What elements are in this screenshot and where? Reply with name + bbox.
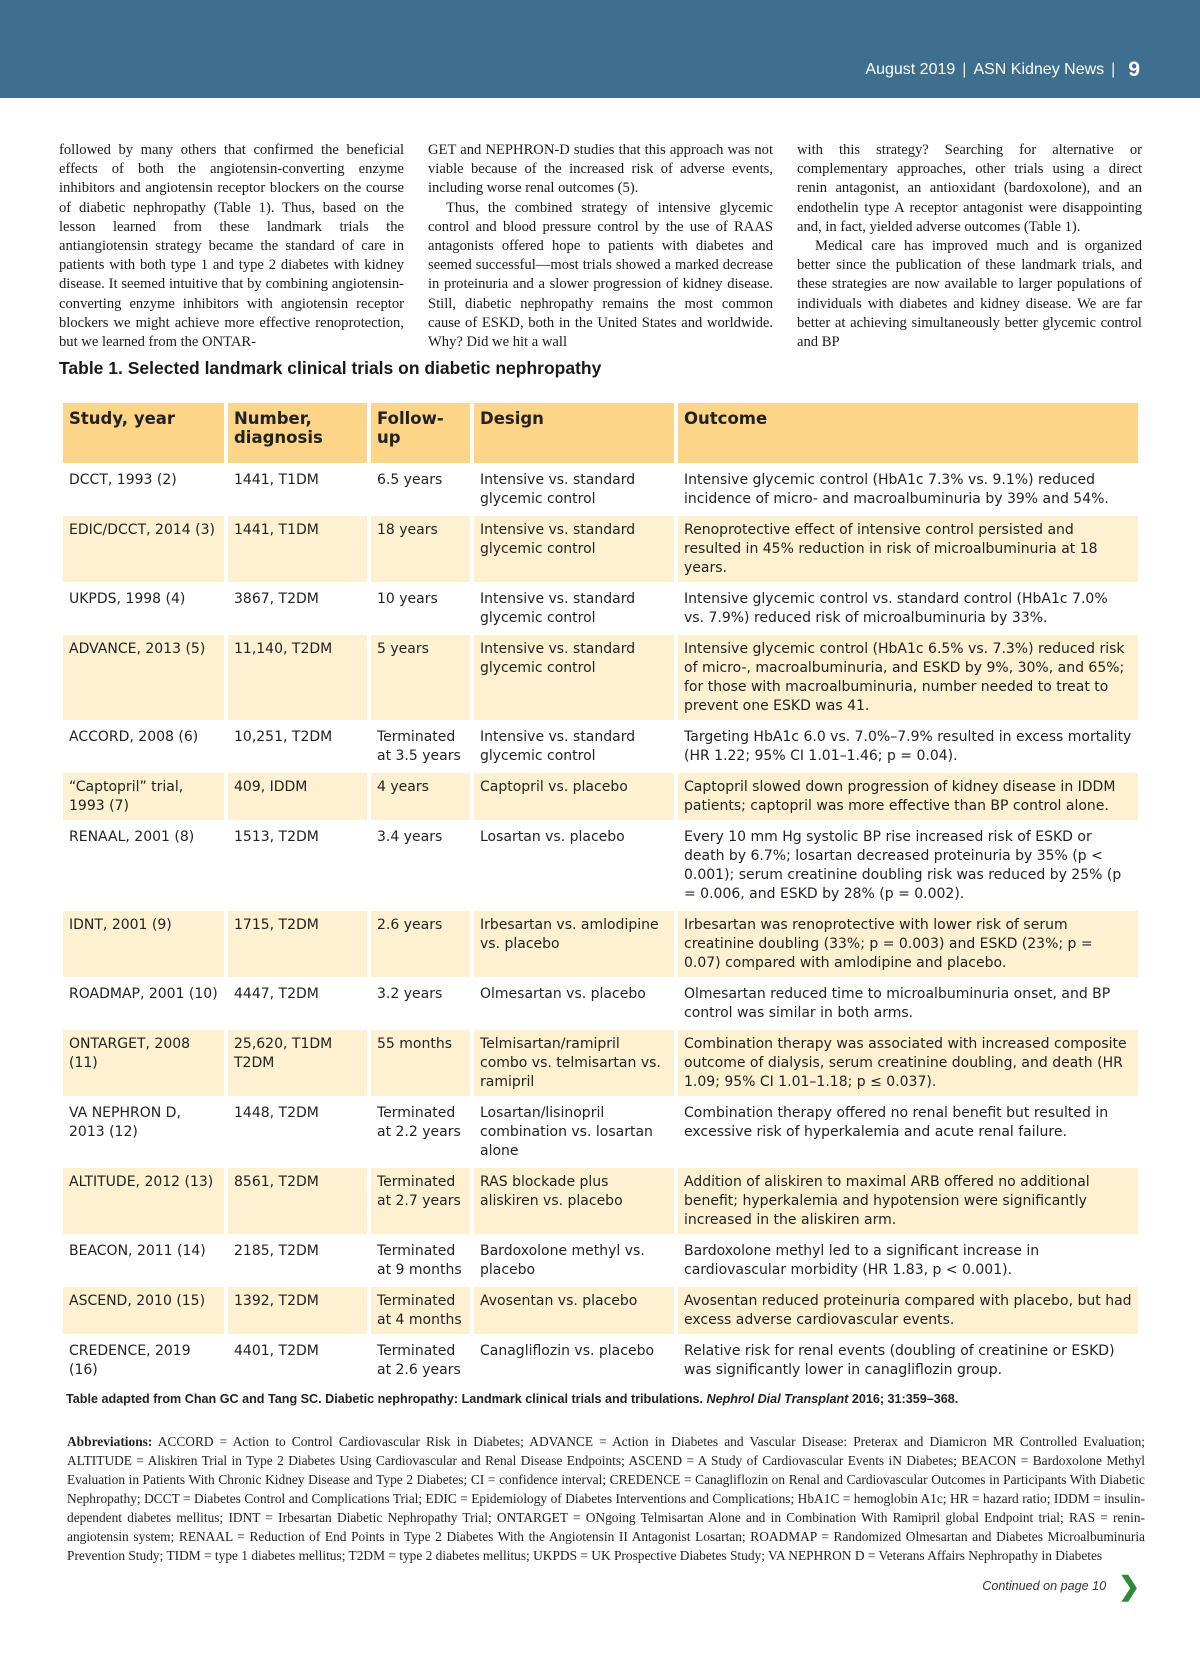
table-row	[63, 1099, 1138, 1165]
cell-outcome: Combination therapy was associated with increased composite outcome of dialysis, serum creatinine doubling, and death (HR 1.09; 95% CI 1.01–1.18; p ≤ 0.037).	[678, 1030, 1138, 1096]
table-row	[63, 1337, 1138, 1384]
cell-outcome: Targeting HbA1c 6.0 vs. 7.0%–7.9% resulted in excess mortality (HR 1.22; 95% CI 1.01–1.46; p = 0.04).	[684, 729, 1132, 764]
cell-study: DCCT, 1993 (2)	[69, 472, 177, 488]
cell-design: Intensive vs. standard glycemic control	[474, 635, 674, 720]
masthead-info	[865, 58, 1140, 82]
cell-study: “Captopril” trial, 1993 (7)	[63, 773, 224, 820]
cell-study: VA NEPHRON D, 2013 (12)	[69, 1105, 181, 1140]
cell-study: ASCEND, 2010 (15)	[63, 1287, 224, 1334]
table-row	[63, 635, 1138, 720]
cell-design: Canagliflozin vs. placebo	[480, 1343, 655, 1359]
masthead-banner	[0, 0, 1200, 98]
cell-design: Intensive vs. standard glycemic control	[474, 516, 674, 582]
cell-study: ONTARGET, 2008 (11)	[63, 1030, 224, 1096]
cell-number: 11,140, T2DM	[228, 635, 367, 720]
cell-outcome: Intensive glycemic control (HbA1c 7.3% vs. 9.1%) reduced incidence of micro- and macroalbuminuria by 39% and 54%.	[684, 472, 1109, 507]
body-paragraph: followed by many others that confirmed the beneficial effects of both the angiotensin-converting enzyme inhibitors and angiotensin receptor blockers on the course of diabetic nephropathy (Table 1). Thus, based on the lesson learned from these landmark trials the antiangiotensin strategy became the standard of care in patients with both type 1 and type 2 diabetes with kidney disease. It seemed intuitive that by combining angiotensin-converting enzyme inhibitors with angiotensin receptor blockers we might achieve more effective renoprotection, but we learned from the ONTAR-	[59, 142, 404, 351]
cell-study: CREDENCE, 2019 (16)	[69, 1343, 191, 1378]
cell-number: 4401, T2DM	[234, 1343, 319, 1359]
table-row	[63, 723, 1138, 770]
cell-outcome: Avosentan reduced proteinuria compared with placebo, but had excess adverse cardiovascular events.	[678, 1287, 1138, 1334]
separator: |	[1111, 61, 1116, 78]
body-columns	[59, 141, 1143, 352]
source-journal: Nephrol Dial Transplant	[706, 1392, 849, 1406]
body-paragraph: Thus, the combined strategy of intensive glycemic control and blood pressure control by the use of RAAS antagonists offered hope to patients with diabetes and seemed successful—most trials showed a marked decrease in proteinuria and a slower progression of kidney disease. Still, diabetic nephropathy remains the most common cause of ESKD, both in the United States and worldwide. Why? Did we hit a wall	[428, 199, 773, 351]
cell-outcome: Addition of aliskiren to maximal ARB offered no additional benefit; hyperkalemia and hypotension were significantly increased in the aliskiren arm.	[678, 1168, 1138, 1234]
publication-name: ASN Kidney News	[973, 61, 1105, 78]
cell-number: 4447, T2DM	[234, 986, 319, 1002]
cell-outcome: Every 10 mm Hg systolic BP rise increased risk of ESKD or death by 6.7%; losartan decreased proteinuria by 35% (p < 0.001); serum creatinine doubling risk was reduced by 25% (p = 0.006, and ESKD by 28% (p = 0.002).	[684, 829, 1122, 902]
continued-text[interactable]: Continued on page 10	[982, 1579, 1107, 1593]
cell-study: IDNT, 2001 (9)	[63, 911, 224, 977]
column-header-outcome: Outcome	[678, 403, 1138, 463]
cell-design: Intensive vs. standard glycemic control	[480, 591, 636, 626]
cell-follow-up: 5 years	[371, 635, 470, 720]
cell-design: Losartan vs. placebo	[480, 829, 625, 845]
cell-number: 2185, T2DM	[234, 1243, 319, 1259]
cell-outcome: Relative risk for renal events (doubling of creatinine or ESKD) was significantly lower in canagliflozin group.	[684, 1343, 1115, 1378]
cell-study: ROADMAP, 2001 (10)	[69, 986, 218, 1002]
table-title: Table 1. Selected landmark clinical trials on diabetic nephropathy	[59, 358, 602, 378]
chevron-right-icon[interactable]: ❯	[1118, 1571, 1140, 1601]
cell-follow-up: 55 months	[371, 1030, 470, 1096]
abbreviations-label: Abbreviations:	[67, 1434, 153, 1449]
cell-number: 1441, T1DM	[234, 472, 319, 488]
cell-study: EDIC/DCCT, 2014 (3)	[63, 516, 224, 582]
cell-design: Intensive vs. standard glycemic control	[480, 729, 636, 764]
cell-follow-up: 18 years	[371, 516, 470, 582]
cell-number: 1513, T2DM	[234, 829, 319, 845]
cell-study: ADVANCE, 2013 (5)	[63, 635, 224, 720]
cell-design: Bardoxolone methyl vs. placebo	[480, 1243, 645, 1278]
table-row	[63, 980, 1138, 1027]
abbreviations-note	[67, 1432, 1145, 1565]
cell-design: Captopril vs. placebo	[474, 773, 674, 820]
table-row	[63, 1168, 1138, 1234]
cell-follow-up: Terminated at 2.2 years	[377, 1105, 461, 1140]
cell-outcome: Irbesartan was renoprotective with lower risk of serum creatinine doubling (33%; p = 0.003) and ESKD (23%; p = 0.07) compared with amlodipine and placebo.	[678, 911, 1138, 977]
abbreviations-text: ACCORD = Action to Control Cardiovascular Risk in Diabetes; ADVANCE = Action in Diabetes and Vascular Disease: Preterax and Diamicron MR Controlled Evaluation; ALTITUDE = Aliskiren Trial in Type 2 Diabetes Using Cardiovascular and Renal Disease Endpoints; ASCEND = A Study of Cardiovascular Events iN Diabetes; BEACON = Bardoxolone Methyl Evaluation in Patients With Chronic Kidney Disease and Type 2 Diabetes; CI = confidence interval; CREDENCE = Canagliflozin on Renal and Cardiovascular Outcomes in Participants With Diabetic Nephropathy; DCCT = Diabetes Control and Complications Trial; EDIC = Epidemiology of Diabetes Interventions and Complications; HbA1C = hemoglobin A1c; HR = hazard ratio; IDDM = insulin-dependent diabetes mellitus; IDNT = Irbesartan Diabetic Nephropathy Trial; ONTARGET = ONgoing Telmisartan Alone and in Combination With Ramipril global Endpoint trial; RAS = renin-angiotensin system; RENAAL = Reduction of End Points in Type 2 Diabetes With the Angiotensin II Antagonist Losartan; ROADMAP = Randomized Olmesartan and Diabetes Microalbuminuria Prevention Study; TIDM = type 1 diabetes mellitus; T2DM = type 2 diabetes mellitus; UKPDS = UK Prospective Diabetes Study; VA NEPHRON D = Veterans Affairs Nephropathy in Diabetes	[67, 1434, 1145, 1563]
cell-design: Telmisartan/ramipril combo vs. telmisartan vs. ramipril	[474, 1030, 674, 1096]
table-row	[63, 466, 1138, 513]
cell-follow-up: 10 years	[377, 591, 438, 607]
page-number: 9	[1128, 58, 1140, 81]
cell-number: 25,620, T1DM T2DM	[228, 1030, 367, 1096]
body-column-1	[59, 141, 404, 352]
cell-number: 409, IDDM	[228, 773, 367, 820]
cell-outcome: Intensive glycemic control (HbA1c 6.5% vs. 7.3%) reduced risk of micro-, macroalbuminuria, and ESKD by 9%, 30%, and 65%; for those with macroalbuminuria, number needed to treat to prevent one ESKD was 41.	[678, 635, 1138, 720]
table-row	[63, 1287, 1138, 1334]
cell-study: ALTITUDE, 2012 (13)	[63, 1168, 224, 1234]
body-paragraph: with this strategy? Searching for alternative or complementary approaches, other trials using a direct renin antagonist, an antioxidant (bardoxolone), and an endothelin type A receptor antagonist were disappointing and, in fact, yielded adverse outcomes (Table 1).	[797, 142, 1142, 235]
body-column-2	[428, 141, 773, 352]
cell-follow-up: Terminated at 4 months	[371, 1287, 470, 1334]
cell-study: RENAAL, 2001 (8)	[69, 829, 195, 845]
table-row	[63, 823, 1138, 908]
continued-link[interactable]	[982, 1571, 1140, 1601]
table-row	[63, 585, 1138, 632]
cell-follow-up: 3.2 years	[377, 986, 443, 1002]
trials-table	[59, 400, 1142, 1387]
cell-outcome: Olmesartan reduced time to microalbuminuria onset, and BP control was similar in both arms.	[684, 986, 1111, 1021]
table-row	[63, 1237, 1138, 1284]
table-header-row	[63, 403, 1138, 463]
column-header-number: Number, diagnosis	[228, 403, 367, 463]
cell-number: 3867, T2DM	[234, 591, 319, 607]
cell-follow-up: Terminated at 2.7 years	[371, 1168, 470, 1234]
cell-follow-up: 3.4 years	[377, 829, 443, 845]
table-row	[63, 911, 1138, 977]
body-paragraph: GET and NEPHRON-D studies that this approach was not viable because of the increased risk of adverse events, including worse renal outcomes (5).	[428, 142, 773, 197]
cell-study: BEACON, 2011 (14)	[69, 1243, 206, 1259]
cell-design: Olmesartan vs. placebo	[480, 986, 646, 1002]
cell-follow-up: 2.6 years	[371, 911, 470, 977]
cell-follow-up: 4 years	[371, 773, 470, 820]
cell-design: RAS blockade plus aliskiren vs. placebo	[474, 1168, 674, 1234]
table-row	[63, 1030, 1138, 1096]
cell-number: 8561, T2DM	[228, 1168, 367, 1234]
cell-study: ACCORD, 2008 (6)	[69, 729, 199, 745]
cell-outcome: Renoprotective effect of intensive control persisted and resulted in 45% reduction in risk of microalbuminuria at 18 years.	[678, 516, 1138, 582]
column-header-design: Design	[474, 403, 674, 463]
body-paragraph: Medical care has improved much and is organized better since the publication of these landmark trials, and these strategies are now available to larger populations of individuals with diabetes and kidney disease. We are far better at achieving simultaneously better glycemic control and BP	[797, 238, 1142, 351]
cell-outcome: Intensive glycemic control vs. standard control (HbA1c 7.0% vs. 7.9%) reduced risk of microalbuminuria by 33%.	[684, 591, 1108, 626]
cell-outcome: Bardoxolone methyl led to a significant increase in cardiovascular morbidity (HR 1.83, p < 0.001).	[684, 1243, 1040, 1278]
cell-follow-up: Terminated at 2.6 years	[377, 1343, 461, 1378]
source-citation: 2016; 31:359–368.	[851, 1392, 959, 1406]
cell-study: UKPDS, 1998 (4)	[69, 591, 186, 607]
cell-outcome: Combination therapy offered no renal benefit but resulted in excessive risk of hyperkalemia and acute renal failure.	[684, 1105, 1109, 1140]
cell-follow-up: Terminated at 3.5 years	[377, 729, 461, 764]
cell-design: Intensive vs. standard glycemic control	[480, 472, 636, 507]
issue-date: August 2019	[865, 61, 956, 78]
cell-number: 1715, T2DM	[228, 911, 367, 977]
cell-number: 1441, T1DM	[228, 516, 367, 582]
cell-number: 10,251, T2DM	[234, 729, 333, 745]
table-source-note	[66, 1392, 958, 1406]
cell-design: Avosentan vs. placebo	[474, 1287, 674, 1334]
table-row	[63, 516, 1138, 582]
cell-outcome: Captopril slowed down progression of kidney disease in IDDM patients; captopril was more effective than BP control alone.	[678, 773, 1138, 820]
column-header-study: Study, year	[63, 403, 224, 463]
column-header-follow-up: Follow-up	[371, 403, 470, 463]
body-column-3	[797, 141, 1142, 352]
separator: |	[962, 61, 967, 78]
cell-number: 1448, T2DM	[234, 1105, 319, 1121]
cell-follow-up: Terminated at 9 months	[377, 1243, 462, 1278]
cell-design: Losartan/lisinopril combination vs. losartan alone	[480, 1105, 653, 1159]
source-text: Table adapted from Chan GC and Tang SC. Diabetic nephropathy: Landmark clinical trials and tribulations.	[66, 1392, 704, 1406]
cell-design: Irbesartan vs. amlodipine vs. placebo	[474, 911, 674, 977]
cell-number: 1392, T2DM	[228, 1287, 367, 1334]
cell-follow-up: 6.5 years	[377, 472, 443, 488]
table-row	[63, 773, 1138, 820]
